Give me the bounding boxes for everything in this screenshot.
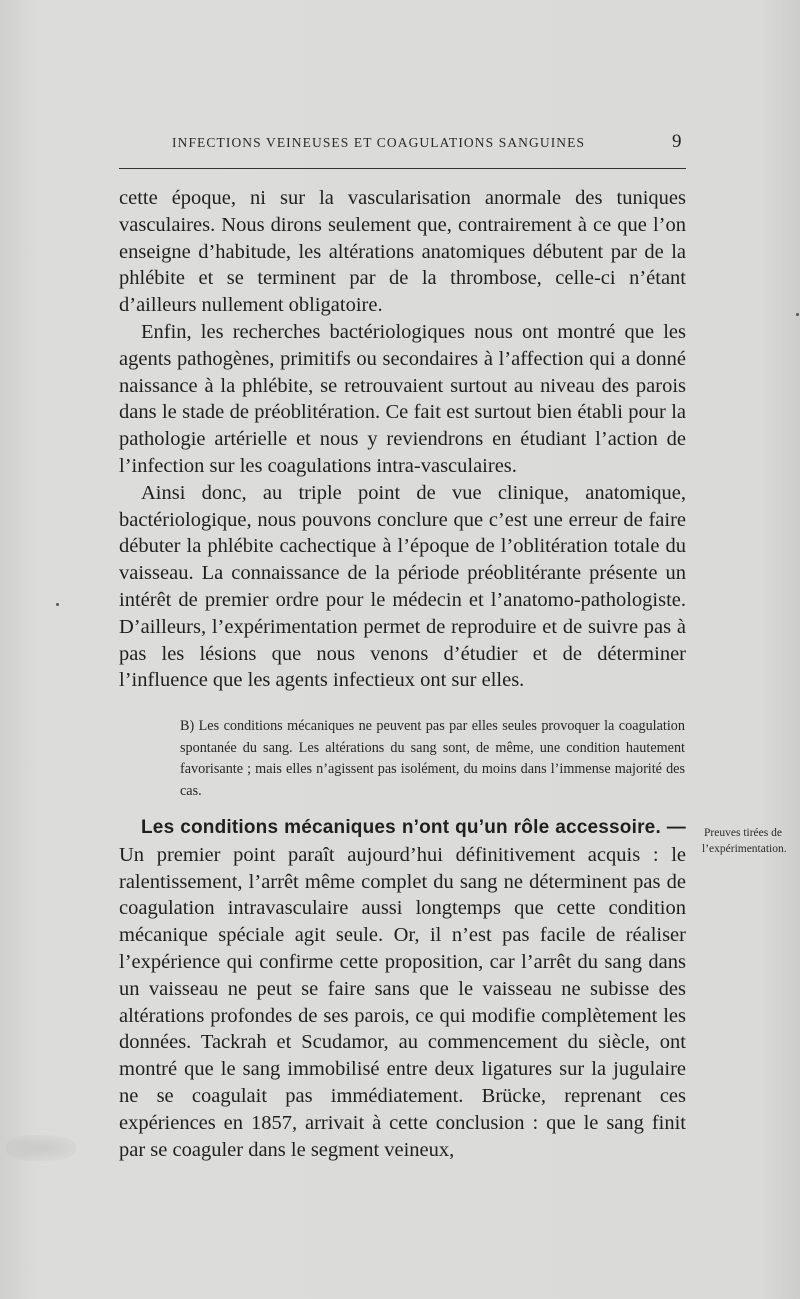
running-title: INFECTIONS VEINEUSES ET COAGULATIONS SANGUINES <box>172 135 586 150</box>
paragraph-conclusion: Ainsi donc, au triple point de vue clinique, anatomique, bactériologique, nous pouvons conclure que c’est une erreur de faire débuter la phlébite cachectique à l’époque de l’oblitération totale du vaisseau. La connaissance de la période préoblitérante présente un intérêt de premier ordre pour le médecin et l’anatomo-pathologiste. D’ailleurs, l’expérimentation permet de reproduire et de suivre pas à pas les lésions que nous venons d’étudier et de déterminer l’influence que les agents infectieux ont sur elles. <box>119 481 686 692</box>
section-text: Un premier point paraît aujourd’hui définitivement acquis : le ralentissement, l’arrêt même complet du sang ne déterminent pas de coagulation intravasculaire aussi longtemps que cette condition mécanique spéciale agit seule. Or, il n’est pas facile de réaliser l’expérience qui confirme cette proposition, car l’arrêt du sang dans un vaisseau ne peut se faire sans que le vaisseau ne subisse des altérations profondes de ses parois, ce qui modifie complètement les données. Tackrah et Scudamor, au commencement du siècle, ont montré que le sang immobilisé entre deux ligatures sur la jugulaire ne se coagulait pas immédiatement. Brücke, reprenant ces expériences en 1857, arrivait à cette conclusion : que le sang finit par se coaguler dans le segment veineux, <box>119 843 686 1161</box>
margin-note: Preuves tirées de l’expérimentation. <box>702 827 787 855</box>
body-text-bottom <box>119 814 686 1163</box>
body-text-top <box>119 185 686 694</box>
page-number: 9 <box>672 131 682 152</box>
paragraph-bacteriology: Enfin, les recherches bactériologiques nous ont montré que les agents pathogènes, primitifs ou secondaires à l’affection qui a donné naissance à la phlébite, se retrouvaient surtout au niveau des parois dans le stade de préoblitération. Ce fait est surtout bien établi pour la pathologie artérielle et nous y reviendrons en étudiant l’action de l’infection sur les coagulations intra-vasculaires. <box>119 320 686 477</box>
speck-mark <box>796 313 799 316</box>
section-summary <box>180 716 685 802</box>
summary-text: B) Les conditions mécaniques ne peuvent pas par elles seules provoquer la coagulation spontanée du sang. Les altérations du sang sont, de même, une condition hautement favorisante ; mais elles n’agissent pas isolément, du moins dans l’immense majorité des cas. <box>180 718 685 799</box>
speck-mark <box>56 603 59 606</box>
paragraph-continued: cette époque, ni sur la vascularisation anormale des tuniques vasculaires. Nous dirons seulement que, contrairement à ce que l’on enseigne d’habitude, les altérations anatomiques débutent par de la phlébite et se terminent par de la thrombose, celle-ci n’étant d’ailleurs nullement obligatoire. <box>119 187 686 317</box>
page-smudge <box>6 1135 76 1161</box>
section-heading: Les conditions mécaniques n’ont qu’un rôle accessoire. — <box>141 817 686 838</box>
header-rule <box>119 168 686 169</box>
paragraph-mechanical-conditions <box>119 814 686 1163</box>
